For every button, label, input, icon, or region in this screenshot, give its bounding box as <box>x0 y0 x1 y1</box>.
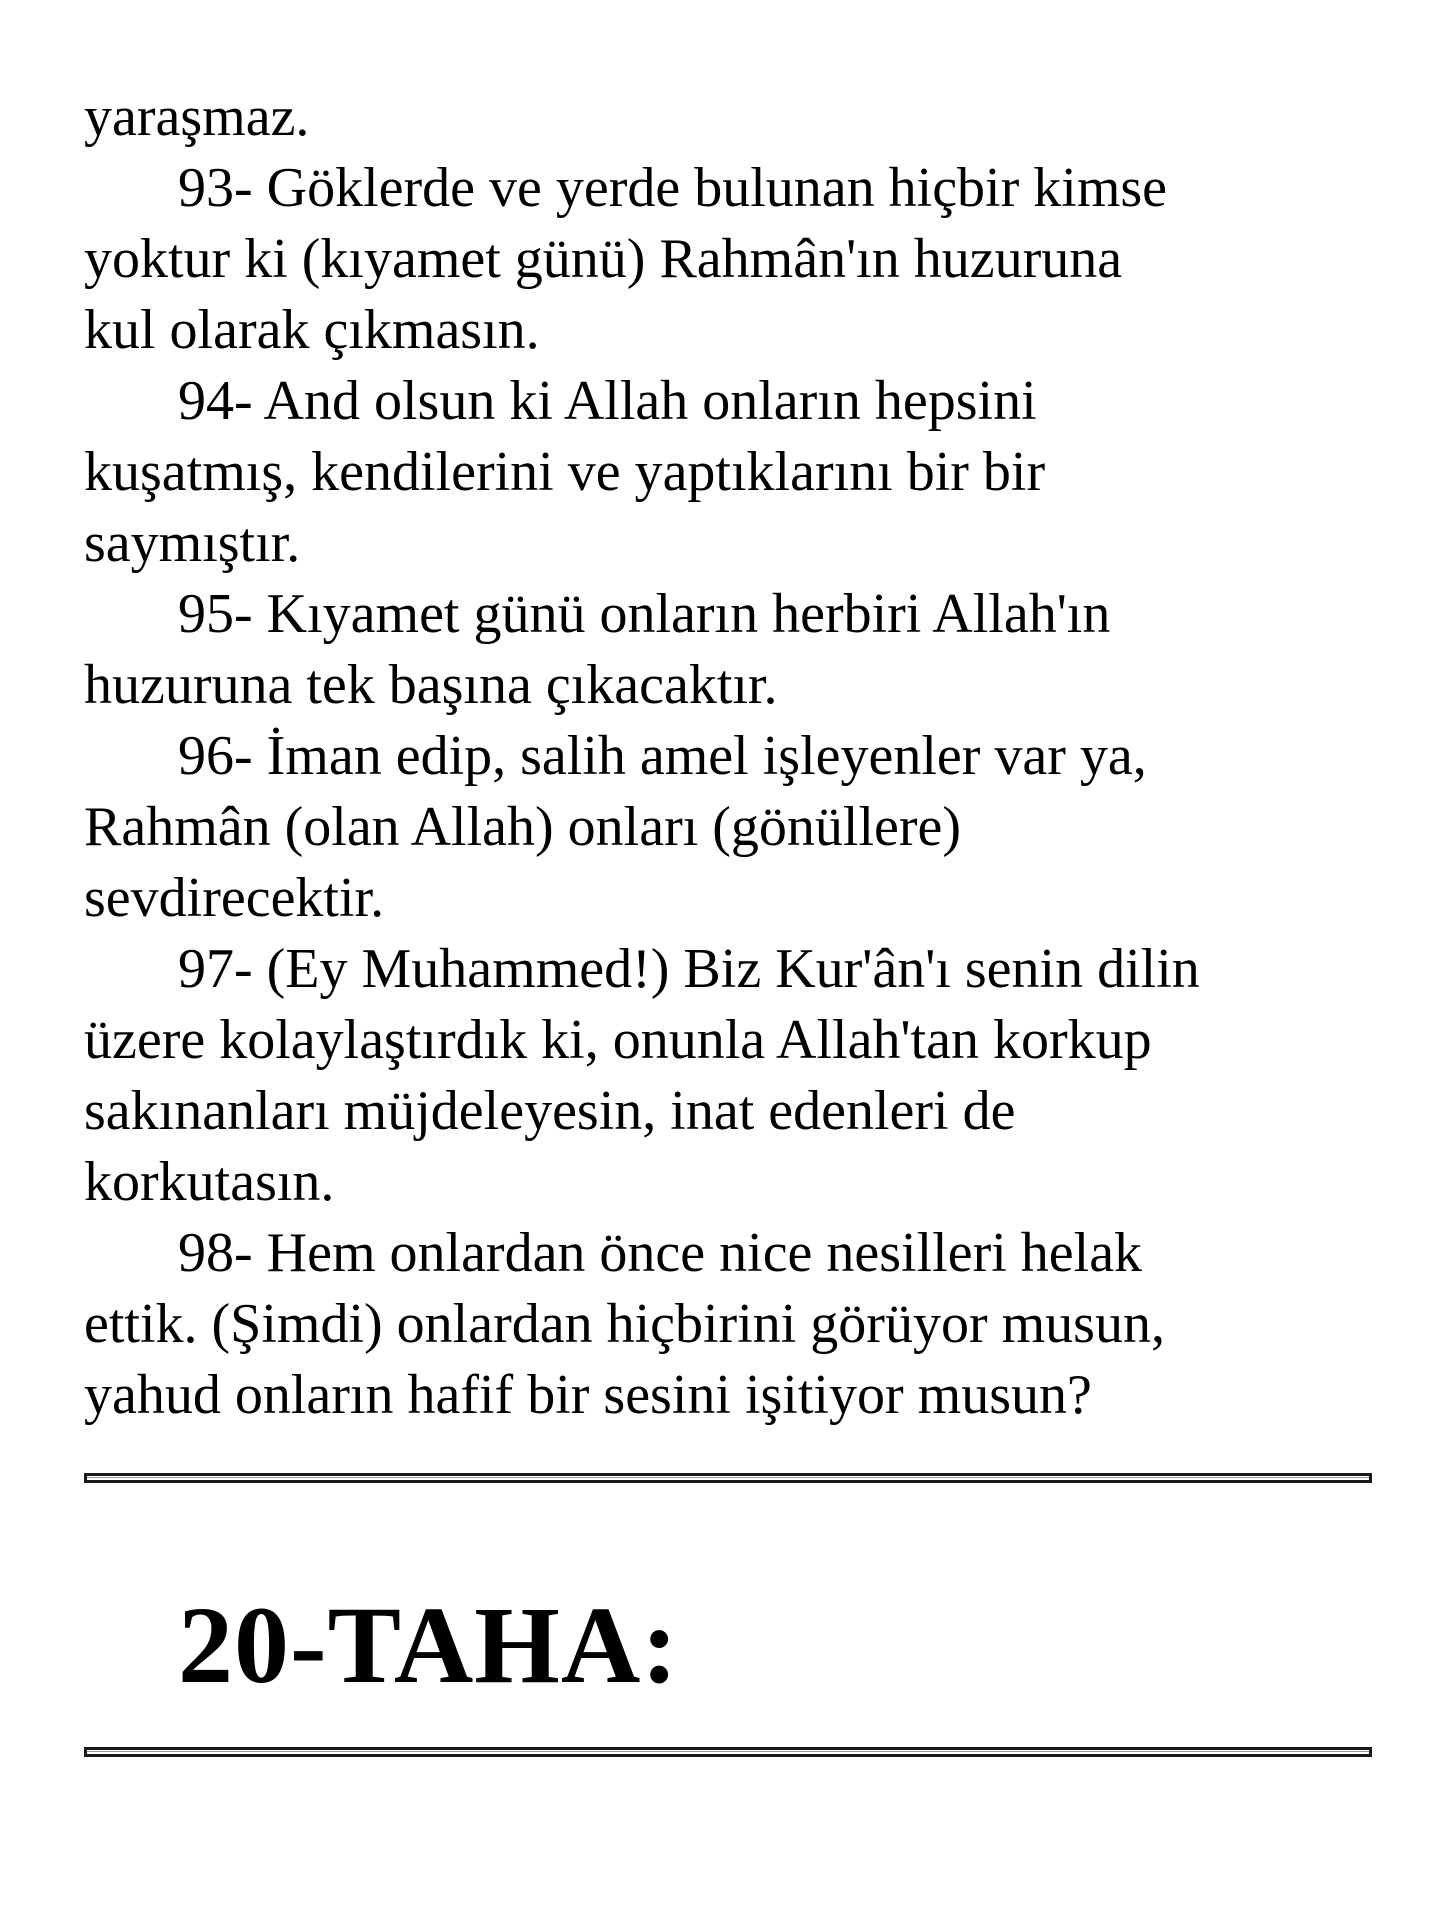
verse-text-block <box>84 82 1384 1431</box>
text-line: ettik. (Şimdi) onlardan hiçbirini görüyor musun, <box>84 1293 1165 1355</box>
verse-94-start: 94- And olsun ki Allah onların hepsini <box>178 370 1037 432</box>
text-line: saymıştır. <box>84 512 301 574</box>
text-line: yahud onların hafif bir sesini işitiyor musun? <box>84 1364 1092 1426</box>
text-line: yoktur ki (kıyamet günü) Rahmân'ın huzuruna <box>84 228 1123 290</box>
verse-98-start: 98- Hem onlardan önce nice nesilleri helak <box>178 1222 1143 1284</box>
verse-96-start: 96- İman edip, salih amel işleyenler var ya, <box>178 725 1147 787</box>
verse-95-start: 95- Kıyamet günü onların herbiri Allah'ın <box>178 583 1111 645</box>
text-line: yaraşmaz. <box>84 86 310 148</box>
text-line: sakınanları müjdeleyesin, inat edenleri de <box>84 1080 1016 1142</box>
text-line: Rahmân (olan Allah) onları (gönüllere) <box>84 796 962 858</box>
section-divider-bottom <box>84 1747 1372 1757</box>
verse-97-start: 97- (Ey Muhammed!) Biz Kur'ân'ı senin dilin <box>178 938 1200 1000</box>
text-line: huzuruna tek başına çıkacaktır. <box>84 654 778 716</box>
verse-93-start: 93- Göklerde ve yerde bulunan hiçbir kimse <box>178 157 1168 219</box>
text-line: korkutasın. <box>84 1151 335 1213</box>
text-line: kul olarak çıkmasın. <box>84 299 540 361</box>
text-line: sevdirecektir. <box>84 867 385 929</box>
section-divider-top <box>84 1473 1372 1483</box>
text-line: kuşatmış, kendilerini ve yaptıklarını bir bir <box>84 441 1046 503</box>
section-heading: 20-TAHA: <box>178 1584 679 1706</box>
text-line: üzere kolaylaştırdık ki, onunla Allah'tan korkup <box>84 1009 1152 1071</box>
